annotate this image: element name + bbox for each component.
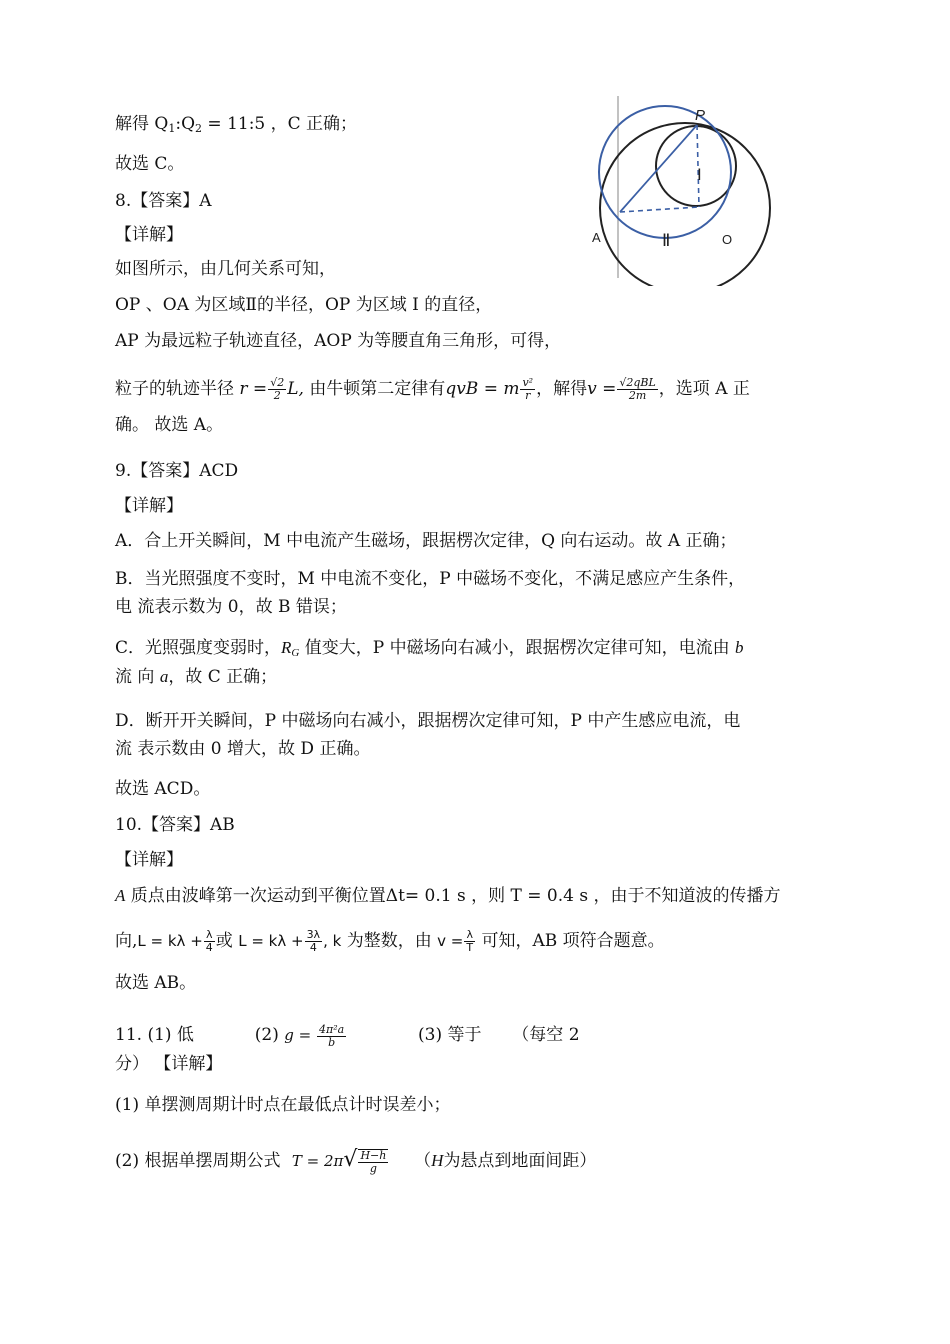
numerator: 4π²a	[318, 1022, 345, 1036]
subscript: G	[291, 647, 300, 659]
formula-part: v =	[437, 932, 464, 950]
text-line	[115, 885, 780, 907]
dashed-line-ao	[620, 207, 699, 212]
text-line: (1) 单摆测周期计时点在最低点计时误差小；	[115, 1095, 451, 1115]
formula-part: qvB = m	[445, 379, 520, 399]
text-line	[115, 113, 357, 140]
variable: H	[431, 1151, 444, 1170]
dashed-line-op	[697, 125, 699, 207]
formula-part: L = kλ +	[238, 932, 304, 950]
fraction	[520, 377, 535, 402]
denominator: 4	[205, 941, 213, 954]
line-text: (2) 根据单摆周期公式	[115, 1151, 281, 1171]
q10-answer-heading: 10.【答案】AB	[115, 815, 235, 835]
option-d-text: D．断开开关瞬间，P 中磁场向右减小，跟据楞次定律可知，P 中产生感应电流，电	[115, 711, 741, 731]
subscript: 1	[168, 122, 176, 135]
text-line	[115, 372, 750, 406]
text-line: 分） 【详解】	[115, 1054, 223, 1074]
formula-part: g =	[284, 1026, 312, 1044]
inner-circle-region-i	[656, 126, 736, 206]
fraction	[617, 377, 657, 402]
line-text: 可知，AB 项符合题意。	[481, 931, 665, 951]
variable: R	[281, 638, 292, 657]
formula-period	[291, 1147, 389, 1175]
text-line	[115, 1140, 596, 1181]
text-line: 如图所示，由几何关系可知，	[115, 259, 336, 279]
line-text: ，选项 A 正	[658, 379, 750, 399]
variable: A	[115, 886, 126, 905]
fraction	[268, 377, 286, 402]
q9-answer-heading: 9.【答案】ACD	[115, 461, 239, 481]
label-region-i: Ⅰ	[697, 167, 702, 184]
formula-newton	[445, 376, 536, 402]
line-text: 质点由波峰第一次运动到平衡位置Δt= 0.1 s ，则 T = 0.4 s ，由于不知道波的传播方	[125, 886, 781, 906]
formula-part: r =	[239, 379, 268, 399]
numerator: λ	[206, 928, 213, 941]
line-text: :Q	[175, 114, 196, 134]
line-text: C．光照强度变弱时，	[115, 638, 282, 658]
line-text: 向,	[115, 931, 138, 951]
numerator: H−h	[360, 1149, 387, 1162]
line-text: (3) 等于	[418, 1025, 482, 1045]
numerator: 3λ	[306, 928, 321, 941]
q10-detail-heading: 【详解】	[115, 850, 183, 870]
numerator: √2	[270, 376, 285, 389]
option-d-text-cont: 流 表示数由 0 增大，故 D 正确。	[115, 739, 371, 759]
variable: a	[159, 667, 169, 686]
text-line: 故选 ACD。	[115, 779, 211, 799]
line-text: （每空 2	[512, 1025, 580, 1045]
formula-wavelength-1	[137, 928, 215, 954]
formula-part: v =	[587, 379, 617, 399]
q11-answer-line	[115, 1018, 580, 1052]
formula-part: T = 2π	[291, 1152, 344, 1170]
line-text: 流 向	[115, 667, 160, 687]
formula-part: L,	[287, 379, 304, 399]
formula-radius	[239, 376, 304, 402]
formula-velocity	[587, 376, 659, 402]
formula-part: , k	[323, 932, 342, 950]
line-text: 11. (1) 低	[115, 1025, 194, 1045]
label-o: O	[722, 232, 733, 247]
option-b-text-cont: 电 流表示数为 0，故 B 错误；	[115, 597, 347, 617]
formula-speed	[437, 928, 476, 954]
numerator: √2qBL	[619, 376, 656, 389]
fraction	[305, 929, 323, 954]
option-b-text: B．当光照强度不变时，M 中电流不变化，P 中磁场不变化，不满足感应产生条件，	[115, 569, 746, 589]
label-p: P	[695, 107, 706, 124]
variable: b	[735, 638, 744, 657]
fraction	[204, 929, 215, 954]
subscript: 2	[195, 122, 203, 135]
option-a-text: A．合上开关瞬间，M 中电流产生磁场，跟据楞次定律，Q 向右运动。故 A 正确；	[115, 531, 737, 551]
line-text: 为整数，由	[346, 931, 432, 951]
geometry-figure	[590, 96, 780, 286]
formula-gravity	[284, 1022, 347, 1049]
option-c-text-cont	[115, 666, 277, 688]
q8-detail-heading: 【详解】	[115, 225, 183, 245]
line-text: 为悬点到地面间距）	[443, 1151, 597, 1171]
line-ap	[620, 125, 697, 212]
text-line: OP 、OA 为区域Ⅱ的半径，OP 为区域 Ⅰ 的直径，	[115, 295, 493, 315]
fraction	[358, 1149, 388, 1175]
denominator: 2	[273, 389, 281, 402]
numerator: v²	[522, 376, 534, 389]
option-c-text	[115, 637, 744, 664]
q8-answer-heading: 8.【答案】A	[115, 191, 212, 211]
text-line	[115, 924, 665, 958]
line-text: （	[414, 1151, 432, 1171]
line-text: 或	[215, 931, 233, 951]
denominator: b	[328, 1035, 336, 1049]
line-text: ，解得	[536, 379, 588, 399]
denominator: r	[525, 389, 531, 402]
denominator: T	[466, 941, 474, 954]
text-line: 故选 AB。	[115, 973, 197, 993]
line-text: = 11:5 ，C 正确；	[202, 114, 358, 134]
label-region-ii: Ⅱ	[662, 231, 671, 250]
numerator: λ	[466, 928, 473, 941]
denominator: 2m	[628, 389, 647, 402]
line-text: 值变大，P 中磁场向右减小，跟据楞次定律可知，电流由	[299, 638, 736, 658]
line-text: 由牛顿第二定律有	[309, 379, 446, 399]
line-text: 粒子的轨迹半径	[115, 379, 234, 399]
line-text: ，故 C 正确；	[168, 667, 278, 687]
text-line: AP 为最远粒子轨迹直径，AOP 为等腰直角三角形，可得，	[115, 331, 562, 351]
fraction	[317, 1024, 346, 1049]
text-line: 故选 C。	[115, 154, 185, 174]
text-line: 确。 故选 A。	[115, 415, 224, 435]
q9-detail-heading: 【详解】	[115, 496, 183, 516]
denominator: 4	[309, 941, 317, 954]
line-text: 解得 Q	[115, 114, 169, 134]
denominator: g	[369, 1162, 377, 1175]
formula-wavelength-2	[238, 928, 342, 954]
label-a: A	[592, 230, 601, 245]
line-text: (2)	[254, 1025, 279, 1045]
sqrt-sign: √	[343, 1147, 358, 1172]
formula-part: L = kλ +	[137, 932, 203, 950]
fraction	[464, 929, 475, 954]
